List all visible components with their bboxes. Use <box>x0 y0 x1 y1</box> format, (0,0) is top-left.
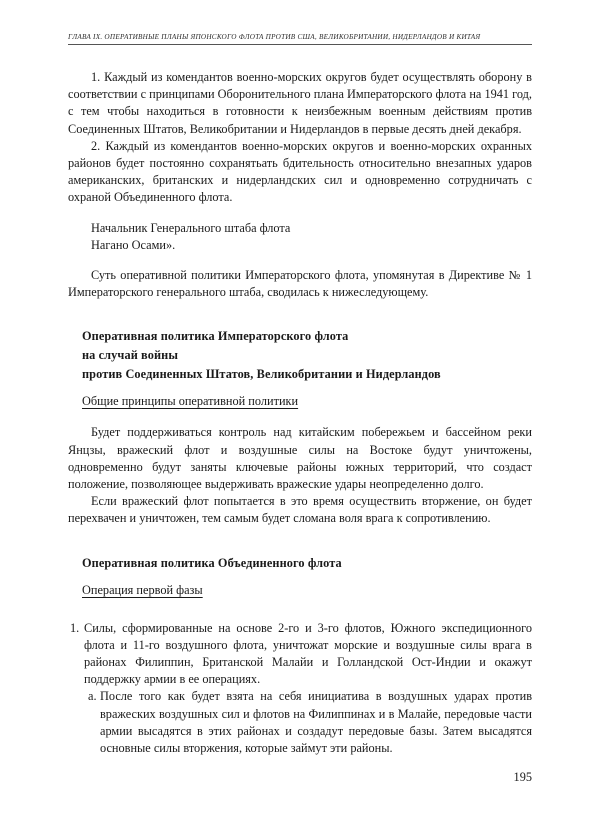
list-item <box>68 688 532 757</box>
section-one-paragraph-2: Если вражеский флот попытается в это время осуществить вторжение, он будет перехвачен и уничтожен, тем самым будет сломана воля врага к сопротивлению. <box>68 494 532 526</box>
paragraph-1-number: 1. <box>91 70 101 84</box>
list-item-text: Силы, сформированные на основе 2-го и 3-го флотов, Южного экспедиционного флота и 11-го воздушного флота, уничтожат морские и воздушные силы врага в районах Филиппин, Британской Малайи и Голландской Ост-Индии и окажут поддержку армии в ее операциях. <box>84 620 532 687</box>
spacer <box>68 528 532 554</box>
section-one-subheading: Общие принципы оперативной политики <box>82 394 299 409</box>
spacer <box>68 384 532 392</box>
list-item <box>68 620 532 689</box>
paragraph-2-number: 2. <box>91 138 101 153</box>
numbered-paragraph-1 <box>68 69 532 138</box>
running-head-rule <box>68 44 532 45</box>
section-one-heading-line-3: против Соединенных Штатов, Великобритании и Нидерландов <box>82 367 441 382</box>
spacer <box>68 573 532 581</box>
running-head: ГЛАВА IX. ОПЕРАТИВНЫЕ ПЛАНЫ ЯПОНСКОГО ФЛОТА ПРОТИВ США, ВЕЛИКОБРИТАНИИ, НИДЕРЛАНДОВ И КИТАЯ <box>68 33 481 41</box>
signature-name: Нагано Осами». <box>91 237 176 252</box>
sub-list-item-marker: a. <box>88 689 97 704</box>
sub-list-item-text: После того как будет взята на себя инициатива в воздушных ударах против вражеских воздушных сил и флотов на Филиппинах и в Малайе, передовые части армии высадятся в этих районах и создадут передовые базы. Затем высадятся основные силы вторжения, которые займут эти районы. <box>100 689 532 756</box>
list-item-marker: 1. <box>70 620 80 635</box>
paragraph-2-text: Каждый из комендантов военно-морских округов и военно-морских охранных районов будет постоянно сохранятьать бдительность относительно внезапных ударов американских, британских и нидерландских сил и одновременно сотрудничать с охраной Объединенного флота. <box>68 138 532 205</box>
spacer <box>68 411 532 424</box>
spacer <box>68 301 532 327</box>
transition-paragraph: Суть оперативной политики Императорского флота, упомянутая в Директиве № 1 Императорского генерального штаба, сводилась к нижеследующему. <box>68 268 532 300</box>
section-one-paragraph-1: Будет поддерживаться контроль над китайским побережьем и бассейном реки Янцзы, вражеский флот и воздушные силы на Востоке будут уничтожены, одновременно будут заняты ключевые районы южных территорий, что создаст положение, позволяющее выдерживать вражеские удары неопределенно долго. <box>68 425 532 492</box>
section-one-heading-line-2: на случай войны <box>82 348 179 363</box>
section-one-heading-line-1: Оперативная политика Императорского флота <box>82 329 349 344</box>
spacer <box>68 207 532 220</box>
spacer <box>68 600 532 620</box>
numbered-paragraph-2 <box>68 138 532 207</box>
spacer <box>68 254 532 267</box>
paragraph-1-text: Каждый из комендантов военно-морских округов будет осуществлять оборону в соответствии с принципами Оборонительного плана Императорского флота на 1941 год, с тем чтобы находиться в готовности к неизбежным военным действиям против Соединенных Штатов, Великобритании и Нидерландов в первые десять дней декабря. <box>68 70 532 136</box>
page-content <box>68 33 532 757</box>
page-number: 195 <box>513 770 532 784</box>
section-two-subheading: Операция первой фазы <box>82 582 203 597</box>
signature-title: Начальник Генерального штаба флота <box>91 220 291 235</box>
section-two-heading: Оперативная политика Объединенного флота <box>82 555 342 570</box>
